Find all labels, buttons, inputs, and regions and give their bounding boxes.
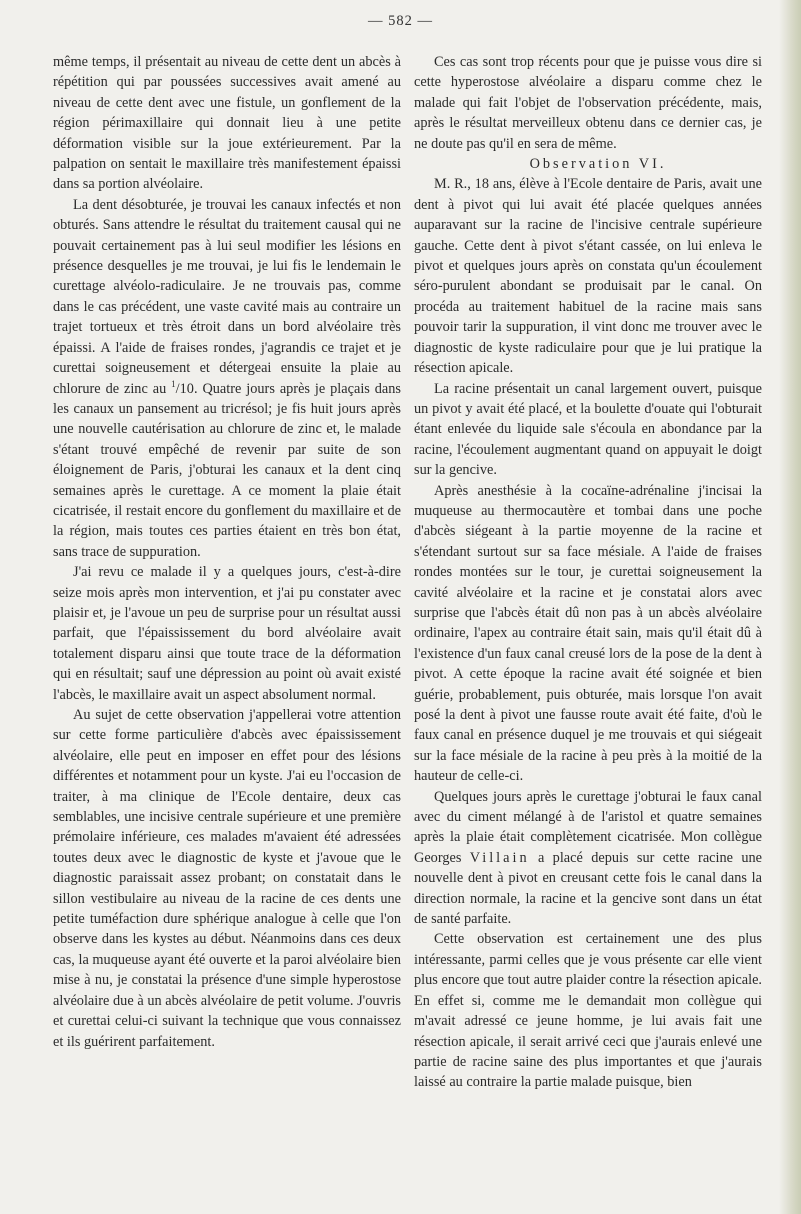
paragraph: M. R., 18 ans, élève à l'Ecole dentaire de Paris, avait une dent à pivot qui lui avait été placée quelques années auparavant sur la racine de l'incisive centrale supérieure gauche. Cette dent à pivot s'étant cassée, on lui enleva le pivot et quelques jours après on constata qu'un écoulement séro-purulent abondant se produisait par le canal. On procéda au traitement habituel de la racine mais sans pouvoir tarir la suppuration, il vint donc me trouver avec le diagnostic de kyste radiculaire pour que je lui pratique la résection apicale. bbox=[414, 176, 762, 377]
person-name: Villain bbox=[469, 849, 530, 866]
paragraph bbox=[53, 195, 401, 562]
paragraph: Après anesthésie à la cocaïne-adrénaline j'incisai la muqueuse au thermocautère et tombai dans une poche d'abcès siégeant à la partie moyenne de la racine et s'étendant surtout sur sa face mésiale. A l'aide de fraises rondes montées sur le tour, je curettai soigneusement la cavité alvéolaire et la racine et je constatai alors avec surprise que l'abcès était dû non pas à un abcès alvéolaire ordinaire, l'apex au contraire était sain, mais qu'il était dû à l'existence d'un faux canal creusé lors de la pose de la dent à pivot. A cette époque la racine avait été soignée et bien guérie, probablement, puis obturée, mais lorsque l'on avait posé la dent à pivot une fausse route avait été faite, d'où le faux canal en présence duquel je me trouvais et qui siégeait sur la face mésiale de la racine à peu près à la moitié de la hauteur de celle-ci. bbox=[414, 482, 762, 785]
paragraph-text: Quelques jours après le curettage j'obturai le faux canal avec du ciment mélangé à de l'aristol et quatre semaines après la plaie était complètement cicatrisée. Mon collègue Georges bbox=[414, 788, 762, 866]
fraction-numerator: 1 bbox=[171, 378, 176, 389]
fraction-denominator: /10 bbox=[175, 380, 194, 397]
paragraph: La racine présentait un canal largement ouvert, puisque un pivot y avait été placé, et la boulette d'ouate qui l'obturait étant enlevée du liquide sale s'écoula en abondance par la racine, l'écoulement augmentant quand on appuyait le doigt sur la gencive. bbox=[414, 380, 762, 479]
page-number: — 582 — bbox=[368, 13, 433, 29]
paragraph-text: . Quatre jours après je plaçais dans les canaux un pansement au tricrésol; je fis huit jours après une nouvelle cautérisation au chlorure de zinc et, le malade s'étant trouvé empêché de revenir par suite de son éloignement de Paris, j'obturai les canaux et la dent cinq semaines après le curettage. A ce moment la plaie était cicatrisée, il restait encore du gonflement du maxillaire et de la région, mais toutes ces parties étaient en très bon état, sans trace de suppuration. bbox=[53, 380, 401, 560]
paragraph: Cette observation est certainement une des plus intéressante, parmi celles que je vous présente car elle vient plus encore que tout autre plaider contre la résection apicale. En effet si, comme me le demandait mon collègue qui m'avait adressé ce jeune homme, je lui avais fait une résection apicale, il serait arrivé ceci que j'aurais enlevé une partie de racine saine des plus importantes et que j'aurais laissé au contraire la partie malade puisque, bien bbox=[414, 931, 762, 1091]
paragraph: Ces cas sont trop récents pour que je puisse vous dire si cette hyperostose alvéolaire a disparu comme chez le malade qui fait l'objet de l'observation précédente, mais, après le résultat merveilleux obtenu dans ce dernier cas, je ne doute pas qu'il en sera de même. bbox=[414, 54, 762, 152]
paragraph bbox=[414, 787, 762, 930]
paragraph-text: La dent désobturée, je trouvai les canaux infectés et non obturés. Sans attendre le résultat du traitement causal qui ne pouvait certainement pas à lui seul modifier les lésions en présence desquelles je me trouvai, je lui fis le lendemain le curettage alvéolo-radiculaire. Je ne trouvais pas, comme dans le cas précédent, une vaste cavité mais au contraire un trajet tortueux et très étroit dans un bord alvéolaire très épaissi. A l'aide de fraises rondes, j'agrandis ce trajet et je curettai soigneusement et détergeai ensuite la plaie au chlorure de zinc au bbox=[53, 196, 401, 397]
paragraph: Au sujet de cette observation j'appellerai votre attention sur cette forme particulière d'abcès avec épaississement alvéolaire, elle peut en imposer en effet pour des lésions différentes et notamment pour un kyste. J'ai eu l'occasion de traiter, à ma clinique de l'Ecole dentaire, deux cas semblables, une incisive centrale supérieure et une première prémolaire inférieure, ces malades m'avaient été adressées toutes deux avec le diagnostic de kyste et j'avoue que le diagnostic paraissait assez probant; on constatait dans le sillon vestibulaire au niveau de la racine de ces dents une petite tuméfaction dure sphérique analogue à celle que l'on observe dans les kystes au début. Néanmoins dans ces deux cas, la muqueuse ayant été ouverte et la paroi alvéolaire bien mise à nu, je constatai la présence d'une simple hyperostose alvéolaire due à un abcès alvéolaire de petit volume. J'ouvris et curettai celui-ci suivant la technique que vous connaissez et ils guérirent parfaitement. bbox=[53, 707, 401, 1050]
left-column bbox=[53, 52, 401, 1052]
paragraph: même temps, il présentait au niveau de cette dent un abcès à répétition qui par poussées successives avait amené au niveau de cette dent avec une fistule, un gonflement de la région périmaxillaire qui donnait lieu à une petite déformation visible sur la joue extérieurement. Par la palpation on sentait le maxillaire très manifestement épaissi dans sa portion alvéolaire. bbox=[53, 54, 401, 193]
paragraph: J'ai revu ce malade il y a quelques jours, c'est-à-dire seize mois après mon intervention, et j'ai pu constater avec plaisir et, je l'avoue un peu de surprise pour un résultat aussi parfait, que l'épaississement du bord alvéolaire avait totalement disparu ainsi que toute trace de la déformation qui en résultait; sauf une dépression au point où avait existé l'abcès, le maxillaire avait un aspect absolument normal. bbox=[53, 564, 401, 703]
right-column bbox=[414, 52, 762, 1093]
page-edge-shadow bbox=[779, 0, 801, 1214]
paragraph-text: a placé depuis sur cette racine une nouvelle dent à pivot en creusant cette fois le canal dans la direction normale, la racine et la gencive sont dans un état de santé parfaite. bbox=[414, 849, 762, 928]
section-heading: Observation VI. bbox=[529, 156, 667, 173]
